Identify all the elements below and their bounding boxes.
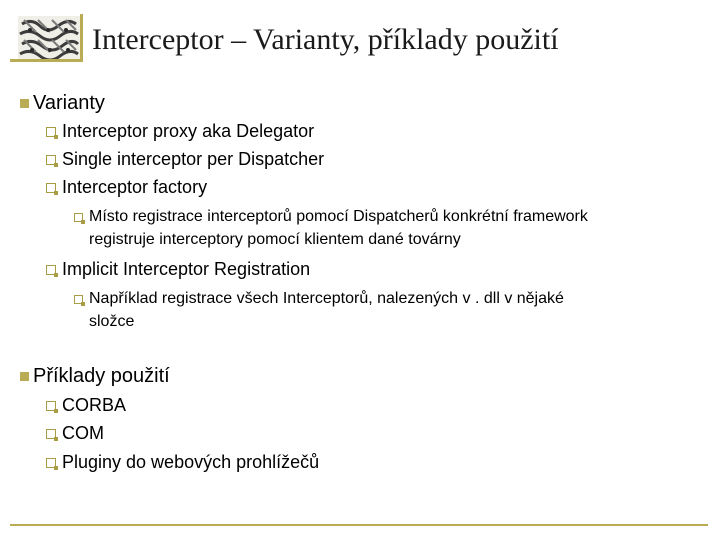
hollow-square-bullet-icon (46, 401, 56, 411)
sub-list-line: složce (89, 313, 135, 330)
list-item: Pluginy do webových prohlížečů (62, 452, 320, 472)
title-divider-horizontal (10, 59, 83, 62)
ornamental-logo-icon (18, 16, 80, 62)
list-item: Single interceptor per Dispatcher (62, 149, 325, 169)
hollow-square-bullet-icon (46, 127, 56, 137)
hollow-square-bullet-icon (46, 183, 56, 193)
sub-list-line: Například registrace všech Interceptorů, nalezených v . dll v nějaké (89, 290, 564, 307)
list-item: Implicit Interceptor Registration (62, 259, 311, 279)
title-divider-vertical (80, 14, 83, 62)
section-heading-varianty: Varianty (33, 92, 105, 114)
footer-divider (10, 524, 708, 526)
hollow-square-bullet-icon (74, 213, 83, 222)
list-item: COM (62, 423, 104, 443)
square-bullet-icon (20, 99, 29, 108)
slide-title: Interceptor – Varianty, příklady použití (92, 23, 559, 56)
hollow-square-bullet-icon (46, 458, 56, 468)
hollow-square-bullet-icon (46, 429, 56, 439)
list-item: CORBA (62, 395, 127, 415)
sub-list-line: Místo registrace interceptorů pomocí Dispatcherů konkrétní framework (89, 208, 588, 225)
list-item: Interceptor proxy aka Delegator (62, 121, 315, 141)
hollow-square-bullet-icon (46, 265, 56, 275)
section-heading-priklady: Příklady použití (33, 365, 170, 387)
hollow-square-bullet-icon (74, 295, 83, 304)
list-item: Interceptor factory (62, 177, 208, 197)
hollow-square-bullet-icon (46, 155, 56, 165)
sub-list-line: registruje interceptory pomocí klientem dané továrny (89, 231, 461, 248)
square-bullet-icon (20, 372, 29, 381)
